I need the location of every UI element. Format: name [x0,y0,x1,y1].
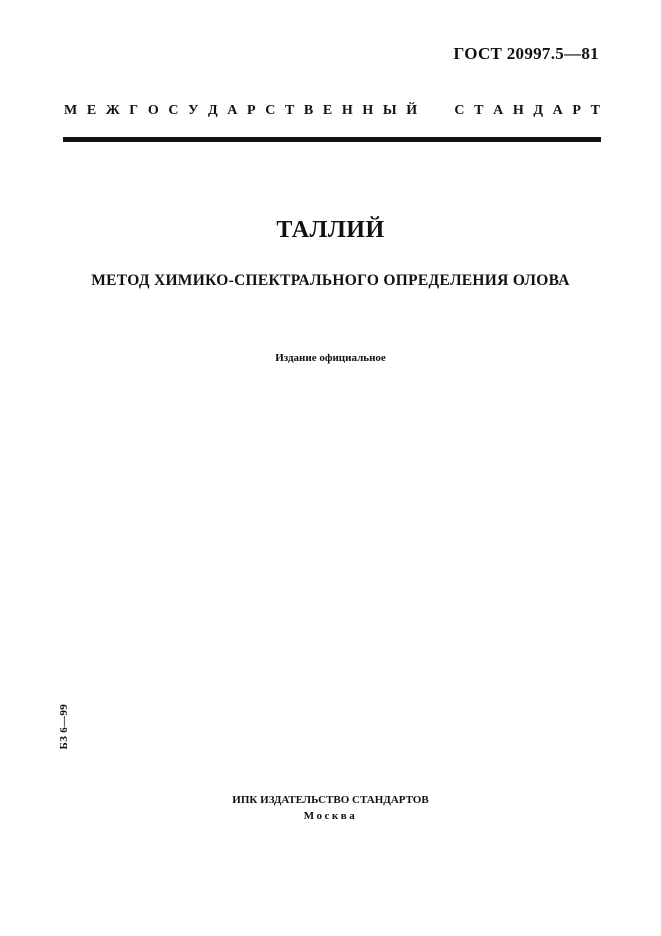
side-catalog-code: БЗ 6—99 [58,704,70,750]
series-word2-letter: Н [512,103,524,118]
series-word1-letter: Р [247,103,256,118]
series-word2-letter: А [552,103,563,118]
series-word1-letter: М [64,103,78,118]
series-word1-letter: Е [322,103,333,118]
header-rule [63,137,601,142]
series-word1-letter: Д [208,103,218,118]
document-subtitle: МЕТОД ХИМИКО-СПЕКТРАЛЬНОГО ОПРЕДЕЛЕНИЯ ОЛОВА [91,272,570,289]
series-word1-letter: Н [362,103,374,118]
publisher-city: Москва [303,810,358,822]
series-word1-letter: О [147,103,159,118]
series-word1-letter: Ы [382,103,397,118]
series-word-gap [427,103,445,119]
series-word1-letter: Т [284,103,295,118]
document-code: ГОСТ 20997.5—81 [453,44,599,63]
series-word1-letter: Н [341,103,353,118]
series-word1-letter: Г [129,103,139,118]
series-word1-letter: С [265,103,276,118]
series-word1-letter: Й [406,103,418,118]
series-word1-letter: А [227,103,238,118]
series-word1-letter: С [168,103,179,118]
edition-note: Издание официальное [275,352,386,364]
series-word1-letter: Е [86,103,97,118]
series-word2-letter: Д [533,103,544,118]
document-title: ТАЛЛИЙ [276,217,385,243]
series-word2-letter: Т [590,103,600,118]
series-word1-letter: В [303,103,314,118]
series-word2-letter: А [493,103,504,118]
series-word2-letter: Р [572,103,581,118]
series-word1-letter: У [188,103,199,118]
series-word2-letter: С [454,103,465,118]
publisher-name: ИПК ИЗДАТЕЛЬСТВО СТАНДАРТОВ [232,794,429,806]
series-word1-letter: Ж [105,103,120,118]
standard-series-heading [64,103,600,119]
series-word2-letter: Т [474,103,484,118]
